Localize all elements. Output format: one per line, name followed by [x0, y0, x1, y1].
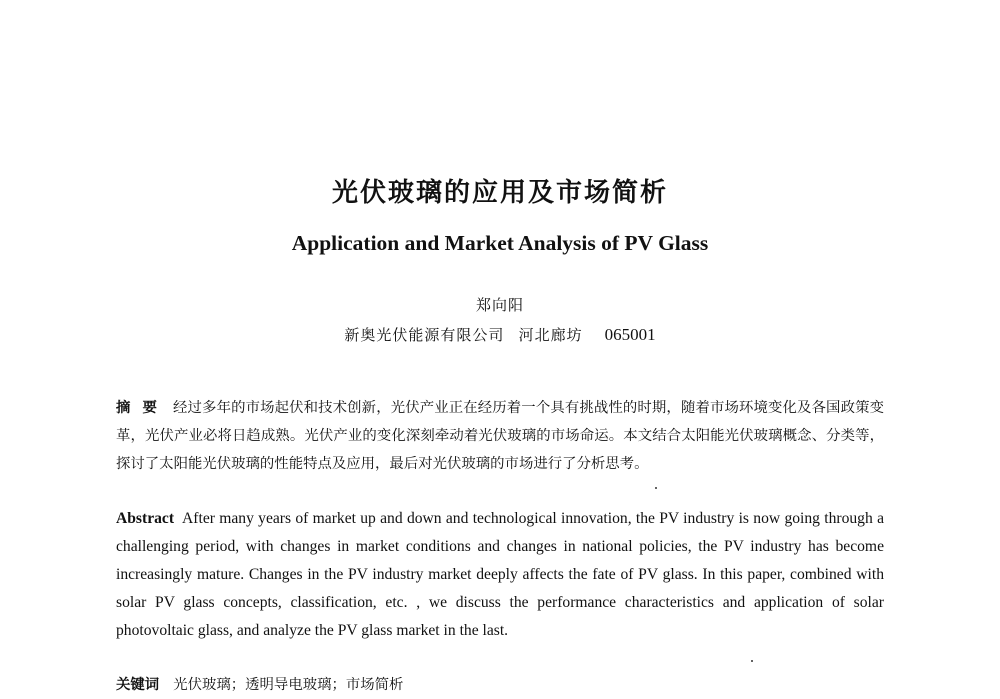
abstract-english-label: Abstract: [116, 510, 175, 527]
affiliation-postal-code: 065001: [604, 325, 656, 344]
chinese-title: 光伏玻璃的应用及市场简析: [331, 178, 668, 208]
abstract-chinese-label: 摘要: [116, 400, 170, 416]
abstract-chinese-text: 经过多年的市场起伏和技术创新，光伏产业正在经历着一个具有挑战性的时期，随着市场环境变化及各国政策变革，光伏产业必将日趋成熟。光伏产业的变化深刻牵动着光伏玻璃的市场命运。本文结合太阳能光伏玻璃概念、分类等，探讨了太阳能光伏玻璃的性能特点及应用，最后对光伏玻璃的市场进行了分析思考。: [116, 400, 884, 472]
scan-speck: [751, 660, 753, 662]
abstract-english-text: After many years of market up and down and technological innovation, the PV industry is now going through a challenging period, with changes in market conditions and changes in national policies, the PV industry has become increasingly mature. Changes in the PV industry market deeply affects the fate of PV glass. In this paper, combined with solar PV glass concepts, classification, etc. , we discuss the performance characteristics and application of solar photovoltaic glass, and analyze the PV glass market in the last.: [116, 510, 884, 639]
english-title: Application and Market Analysis of PV Glass: [291, 231, 709, 255]
keywords-line: [116, 671, 884, 699]
author-name: 郑向阳: [475, 296, 524, 314]
affiliation-organization: 新奥光伏能源有限公司: [344, 326, 505, 344]
keywords-label: 关键词: [116, 677, 160, 693]
keywords-text: 光伏玻璃；透明导电玻璃；市场简析: [173, 677, 404, 693]
affiliation-location: 河北廊坊: [518, 326, 583, 344]
author-affiliation: [0, 324, 1000, 345]
abstract-english: [116, 505, 884, 645]
abstract-chinese: [116, 394, 884, 478]
scan-speck: [655, 487, 657, 489]
